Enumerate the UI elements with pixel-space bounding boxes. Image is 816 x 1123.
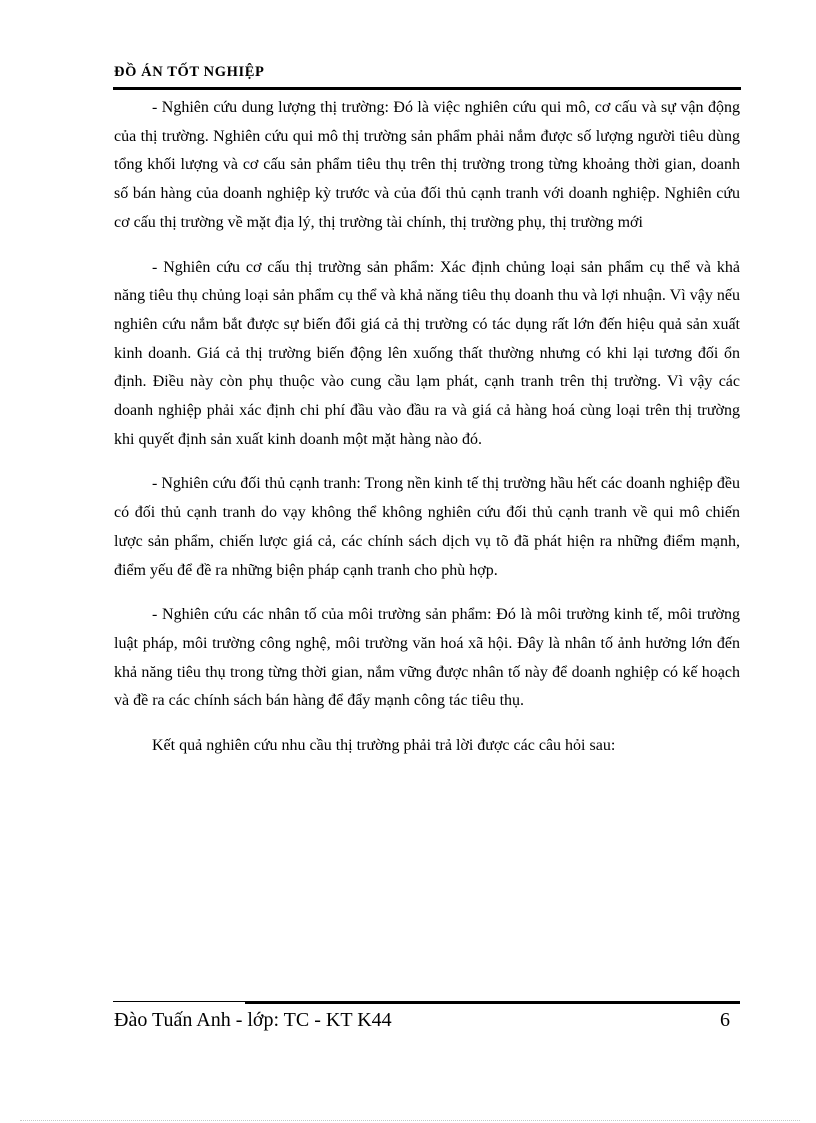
paragraph-product-structure: - Nghiên cứu cơ cấu thị trường sản phẩm: Xác định chủng loại sản phẩm cụ thể và khả năng tiêu thụ chủng loại sản phẩm cụ thể và khả năng tiêu thụ doanh thu và lợi nhuận. Vì vậy nếu nghiên cứu nắm bắt được sự biến đổi giá cả thị trường có tác dụng rất lớn đến hiệu quả sản xuất kinh doanh. Giá cả thị trường biến động lên xuống thất thường nhưng có khi lại tương đối ổn định. Điều này còn phụ thuộc vào cung cầu lạm phát, cạnh tranh trên thị trường. Vì vậy các doanh nghiệp phải xác định chi phí đầu vào đầu ra và giá cả hàng hoá cùng loại trên thị trường khi quyết định sản xuất kinh doanh một mặt hàng nào đó. (114, 258, 740, 448)
footer-author: Đào Tuấn Anh - lớp: TC - KT K44 (114, 1009, 392, 1031)
footer-page-number: 6 (720, 1009, 730, 1031)
document-body (114, 94, 740, 777)
page-bottom-dotted-line (20, 1120, 800, 1121)
header-divider (113, 87, 741, 90)
paragraph-market-capacity: - Nghiên cứu dung lượng thị trường: Đó là việc nghiên cứu qui mô, cơ cấu và sự vận động của thị trường. Nghiên cứu qui mô thị trường sản phẩm phải nắm được số lượng người tiêu dùng tổng khối lượng và cơ cấu sản phẩm tiêu thụ trên thị trường trong từng khoảng thời gian, doanh số bán hàng của doanh nghiệp kỳ trước và của đối thủ cạnh tranh với doanh nghiệp. Nghiên cứu cơ cấu thị trường về mặt địa lý, thị trường tài chính, thị trường phụ, thị trường mới (114, 99, 740, 231)
document-header-title: ĐỒ ÁN TỐT NGHIỆP (114, 64, 265, 80)
paragraph-competitors: - Nghiên cứu đối thủ cạnh tranh: Trong nền kinh tế thị trường hầu hết các doanh nghiệp đều có đối thủ cạnh tranh do vạy không thể không nghiên cứu đối thủ cạnh tranh về qui mô chiến lược sản phẩm, chiến lược giá cả, các chính sách dịch vụ tõ đã phát hiện ra những điểm mạnh, điểm yếu để đề ra những biện pháp cạnh tranh cho phù hợp. (114, 475, 740, 579)
footer-divider-thick (245, 1002, 652, 1004)
paragraph-environment-factors: - Nghiên cứu các nhân tố của môi trường sản phẩm: Đó là môi trường kinh tế, môi trường luật pháp, môi trường công nghệ, môi trường văn hoá xã hội. Đây là nhân tố ảnh hưởng lớn đến khả năng tiêu thụ trong từng thời gian, nắm vững được nhân tố này để doanh nghiệp có kế hoạch và đề ra các chính sách bán hàng để đẩy mạnh công tác tiêu thụ. (114, 606, 740, 710)
paragraph-research-result: Kết quả nghiên cứu nhu cầu thị trường phải trả lời được các câu hỏi sau: (152, 737, 616, 755)
footer-divider-end (652, 1002, 740, 1004)
